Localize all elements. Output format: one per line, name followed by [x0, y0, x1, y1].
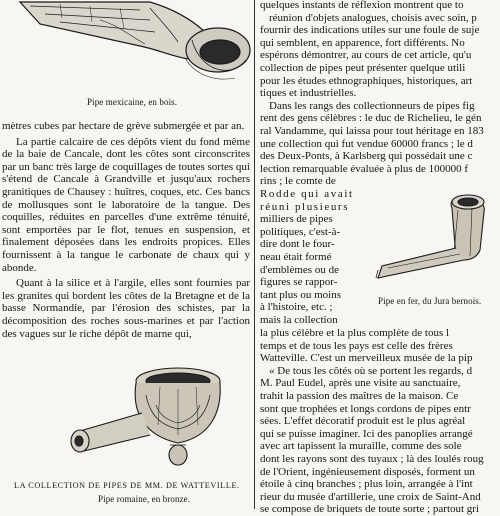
text-line: qui se puisse imaginer. Ici des panoplies arrangé: [260, 427, 473, 440]
text-line: se compose de briquets de toute sorte ; partout gri: [260, 503, 480, 516]
text-line: temps et de tous les pays est celle des frères: [260, 339, 453, 352]
text-line: des Deux-Ponts, à Karlsberg qui possédait une c: [260, 150, 473, 163]
mexican-pipe-illustration: [0, 0, 252, 92]
text-line: qui semblent, en apparence, fort différents. No: [260, 36, 465, 49]
text-line: étoile à cinq branches ; plus loin, arrangée à l'int: [260, 478, 473, 491]
text-line: pour les études ethnographiques, historiques, art: [260, 74, 473, 87]
text-line: réuni plusieurs: [260, 200, 350, 213]
text-line: dire dont le four-: [260, 238, 335, 251]
text-line: fournir des indications utiles sur une foule de suje: [260, 24, 480, 37]
text-line: trahit la passion des maîtres de la maison. Ce: [260, 389, 459, 402]
text-line: avec art tapissent la muraille, comme des sole: [260, 440, 462, 453]
caption-collection-title: LA COLLECTION DE PIPES DE MM. DE WATTEVILLE.: [14, 481, 240, 490]
paragraph: mètres cubes par hectare de grève submergée et par an.: [2, 120, 245, 132]
text-line: M. Paul Eudel, après une visite au sanctuaire,: [260, 377, 461, 390]
roman-pipe-illustration: [60, 365, 240, 475]
text-line: quelques instants de réflexion montrent que to: [260, 0, 464, 11]
text-line: lection remarquable évaluée à plus de 100000 f: [260, 162, 469, 175]
right-text-top: [260, 0, 500, 188]
caption-pipe-mexicaine: Pipe mexicaine, en bois.: [87, 97, 178, 107]
caption-pipe-romaine: Pipe romaine, en bronze.: [98, 494, 191, 504]
text-line: milliers de pipes: [260, 213, 333, 226]
text-line: sont que trophées et longs cordons de pipes entr: [260, 402, 471, 415]
caption-pipe-fer: Pipe en fer, du Jura bernois.: [378, 296, 482, 306]
text-line: ral Vandamme, qui laissa pour tout héritage en 183: [260, 124, 484, 137]
text-line: Dans les rangs des collectionneurs de pipes fig: [269, 99, 475, 112]
paragraph: Quant à la silice et à l'argile, elles sont fournies par les granites qui bordent les côtes de la Bretagne et de la basse Normandie, par l'érosion des schistes, par la décomposition des roches sous-marines et par l'action des vagues sur le riche dépôt de marne qui,: [2, 277, 250, 340]
right-column: [260, 0, 500, 516]
text-line: neau était formé: [260, 250, 332, 263]
text-line: de l'Orient, ingénieusement disposés, forment un: [260, 465, 475, 478]
text-line: à l'histoire, etc. ;: [260, 301, 333, 314]
text-line: figures se rappor-: [260, 276, 338, 289]
iron-pipe-illustration: [368, 190, 500, 290]
text-line: sées. L'effet décoratif produit est le plus agréal: [260, 415, 466, 428]
text-line: Rodde qui avait: [260, 188, 354, 200]
text-line: rent des gens célèbres : le duc de Richelieu, le gén: [260, 112, 482, 125]
paragraph: La partie calcaire de ces dépôts vient du fond même de la baie de Cancale, dont les côtes sont circonscrites par un banc très large de coquillages de toutes sortes qui s'étend de Cancale à Grandville et jusqu'aux rochers granitiques de Chausey : huîtres, coques, etc. Ces bancs de mollusques sont le laboratoire de la tangue. Des coquilles, réduites en parcelles d'une extrême ténuité, sont emportées par le flot, tenues en suspension, et finalement déposées dans les endroits propices. Elles fournissent à la tangue le carbonate de chaux qui y abonde.: [2, 135, 250, 274]
right-text-bottom: [260, 327, 500, 516]
text-line: espérons démontrer, au cours de cet article, qu'u: [260, 49, 472, 62]
text-line: mais la collection: [260, 313, 338, 326]
text-line: « De tous les côtés où se portent les regards, d: [269, 364, 473, 377]
text-line: la plus célèbre et la plus complète de tous l: [260, 327, 450, 339]
text-line: collection de pipes peut présenter quelque utili: [260, 61, 466, 74]
text-line: tiques et industrielles.: [260, 87, 357, 100]
text-line: une collection qui fut vendue 60000 francs ; le d: [260, 137, 473, 150]
left-column: [0, 0, 252, 509]
column-divider: [254, 0, 255, 509]
right-text-wrap: [260, 188, 366, 327]
text-line: politiques, c'est-à-: [260, 225, 341, 238]
text-line: dont les rayons sont des tuyaux ; là des loulés roug: [260, 452, 484, 465]
text-line: Watteville. C'est un merveilleux musée de la pip: [260, 352, 473, 365]
text-line: d'emblèmes ou de: [260, 263, 339, 276]
text-line: rins ; le comte de: [260, 175, 336, 188]
text-line: réunion d'objets analogues, choisis avec soin, p: [269, 11, 477, 24]
text-line: tant plus ou moins: [260, 288, 341, 301]
left-body-text: [2, 120, 250, 340]
text-line: rieur du musée d'artillerie, une croix de Saint-And: [260, 490, 481, 503]
